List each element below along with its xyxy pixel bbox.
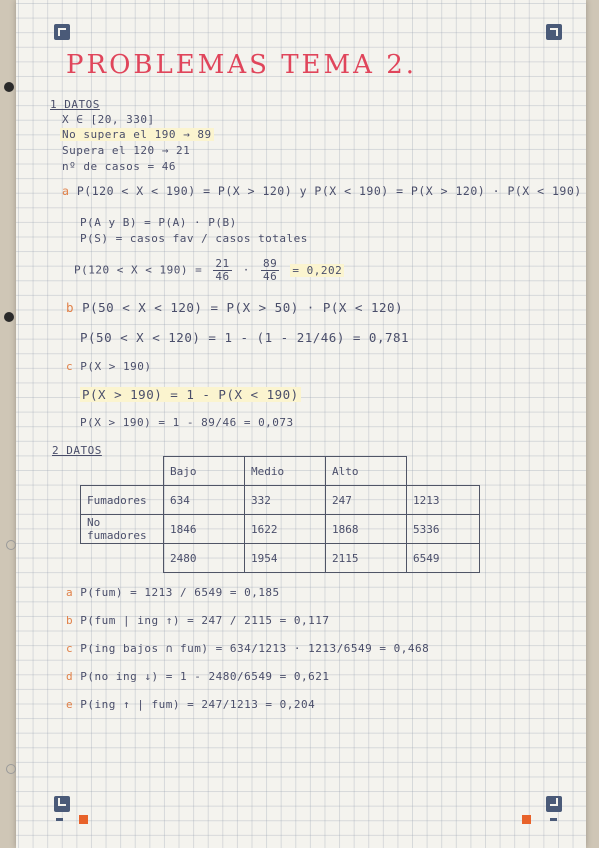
answer-text: P(fum) = 1213 / 6549 = 0,185 xyxy=(80,586,280,599)
answer-line xyxy=(66,642,429,655)
table-cell: 1622 xyxy=(245,515,326,544)
formula-line: P(A y B) = P(A) · P(B) xyxy=(80,216,237,229)
result-line: P(50 < X < 120) = 1 - (1 - 21/46) = 0,781 xyxy=(80,330,410,345)
formula-text: P(50 < X < 120) = P(X > 50) · P(X < 120) xyxy=(82,300,404,315)
answer-line xyxy=(66,586,280,599)
column-header: Medio xyxy=(245,457,326,486)
formula-text: P(X > 190) xyxy=(80,360,152,373)
table-cell: 247 xyxy=(326,486,407,515)
part-c-line xyxy=(66,360,151,373)
column-header: Bajo xyxy=(164,457,245,486)
table-header-row xyxy=(81,457,480,486)
corner-mark-top-left-icon xyxy=(54,24,70,40)
part-b-line xyxy=(66,300,403,315)
table-cell: 5336 xyxy=(407,515,480,544)
binder-hole-icon xyxy=(4,312,14,322)
data-line: X ∈ [20, 330] xyxy=(62,113,155,126)
fraction xyxy=(213,258,231,283)
data-line: No supera el 190 → 89 xyxy=(62,128,212,141)
part-label: d xyxy=(66,670,74,683)
table-cell: 634 xyxy=(164,486,245,515)
part-label: c xyxy=(66,360,74,373)
fraction-denominator: 46 xyxy=(215,270,230,283)
corner-dash-icon xyxy=(550,818,557,821)
answer-text: P(fum | ing ↑) = 247 / 2115 = 0,117 xyxy=(80,614,330,627)
table-cell: 1213 xyxy=(407,486,480,515)
fraction-denominator: 46 xyxy=(262,270,278,283)
formula-text: P(120 < X < 190) = P(X > 120) y P(X < 190) = P(X > 120) · P(X < 190) xyxy=(76,184,582,198)
data-line: Supera el 120 → 21 xyxy=(62,144,191,157)
table-corner-cell xyxy=(81,457,164,486)
part-a-line xyxy=(62,184,582,198)
fraction-numerator: 21 xyxy=(215,257,230,270)
result-line: P(X > 190) = 1 - 89/46 = 0,073 xyxy=(80,416,294,429)
part-label: b xyxy=(66,300,75,315)
part-label: e xyxy=(66,698,74,711)
notebook-page xyxy=(16,0,586,848)
row-label xyxy=(81,544,164,573)
formula-line: P(X > 190) = 1 - P(X < 190) xyxy=(82,387,299,402)
part-label: b xyxy=(66,614,74,627)
formula-line: P(S) = casos fav / casos totales xyxy=(80,232,308,245)
data-line: nº de casos = 46 xyxy=(62,160,176,173)
fraction xyxy=(261,258,279,283)
corner-mark-top-right-icon xyxy=(546,24,562,40)
part-label: a xyxy=(62,184,70,198)
binder-hole-icon xyxy=(4,82,14,92)
formula-text: P(120 < X < 190) = xyxy=(74,263,203,277)
part-label: a xyxy=(66,586,74,599)
table-row xyxy=(81,515,480,544)
table-cell: 1954 xyxy=(245,544,326,573)
table-cell: 2480 xyxy=(164,544,245,573)
result-line xyxy=(74,258,344,283)
table-row xyxy=(81,486,480,515)
binder-hole-icon xyxy=(6,540,16,550)
table-cell: 332 xyxy=(245,486,326,515)
table-row xyxy=(81,544,480,573)
answer-line xyxy=(66,670,330,683)
table-cell: 1868 xyxy=(326,515,407,544)
result-value: = 0,202 xyxy=(292,263,343,277)
column-header xyxy=(407,457,480,486)
corner-mark-bottom-left-icon xyxy=(54,796,70,812)
row-label: Fumadores xyxy=(81,486,164,515)
binder-hole-icon xyxy=(6,764,16,774)
section-header: 2 DATOS xyxy=(52,444,102,457)
multiply-dot: · xyxy=(242,263,250,277)
frequency-table xyxy=(80,456,480,573)
answer-line xyxy=(66,698,315,711)
fraction-numerator: 89 xyxy=(262,257,278,270)
table-cell: 1846 xyxy=(164,515,245,544)
column-header: Alto xyxy=(326,457,407,486)
answer-line xyxy=(66,614,330,627)
part-label: c xyxy=(66,642,74,655)
orange-mark-icon xyxy=(79,815,88,824)
corner-mark-bottom-right-icon xyxy=(546,796,562,812)
table-cell: 2115 xyxy=(326,544,407,573)
orange-mark-icon xyxy=(522,815,531,824)
answer-text: P(no ing ↓) = 1 - 2480/6549 = 0,621 xyxy=(80,670,330,683)
answer-text: P(ing ↑ | fum) = 247/1213 = 0,204 xyxy=(80,698,316,711)
answer-text: P(ing bajos ∩ fum) = 634/1213 · 1213/6549 = 0,468 xyxy=(80,642,430,655)
section-header: 1 DATOS xyxy=(50,98,100,111)
row-label: No fumadores xyxy=(81,515,164,544)
page-title: PROBLEMAS TEMA 2. xyxy=(66,50,418,80)
table-cell: 6549 xyxy=(407,544,480,573)
corner-dash-icon xyxy=(56,818,63,821)
